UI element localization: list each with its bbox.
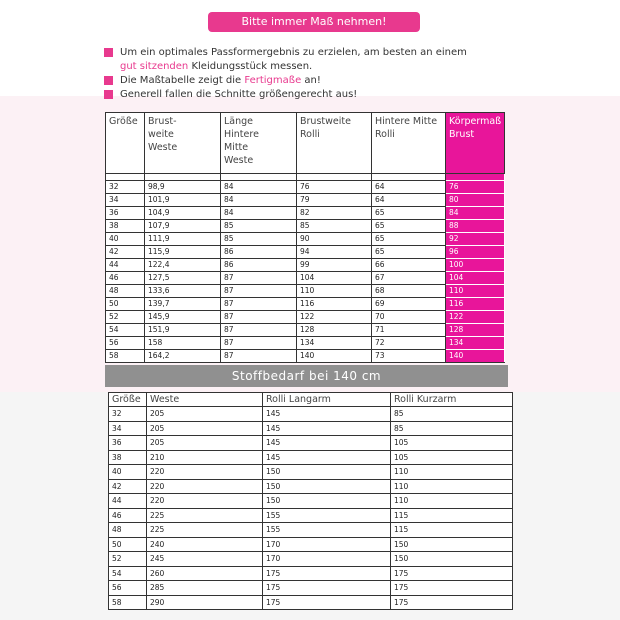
table-cell: 96 [446,246,505,259]
fabric-table-header-cell: Rolli Langarm [263,393,391,407]
table-cell: 70 [372,311,446,324]
table-cell: 44 [106,259,145,272]
table-cell: 86 [221,246,297,259]
table-cell: 76 [446,181,505,194]
size-table-header-cell: Länge Hintere Mitte Weste [221,113,297,174]
fabric-requirement-title: Stoffbedarf bei 140 cm [105,365,508,387]
fabric-table [108,392,513,610]
table-row [106,285,505,298]
table-cell: 128 [297,324,372,337]
table-cell: 145 [263,436,391,451]
table-cell: 85 [391,407,513,422]
table-cell: 175 [391,595,513,610]
table-cell: 170 [263,537,391,552]
table-cell: 155 [263,508,391,523]
table-cell: 48 [109,523,147,538]
table-cell: 225 [147,508,263,523]
table-cell: 38 [106,220,145,233]
table-row [106,194,505,207]
table-cell: 85 [391,421,513,436]
table-cell: 32 [109,407,147,422]
table-cell: 65 [372,220,446,233]
table-cell: 87 [221,350,297,363]
table-row [106,272,505,285]
table-cell: 73 [372,350,446,363]
table-cell: 260 [147,566,263,581]
table-row [109,523,513,538]
table-cell: 50 [106,298,145,311]
table-cell: 110 [391,494,513,509]
fit-note-2-pre: Die Maßtabelle zeigt die [120,75,245,86]
table-row [106,298,505,311]
table-cell: 110 [446,285,505,298]
table-cell: 150 [263,479,391,494]
table-cell: 54 [106,324,145,337]
table-cell: 85 [221,220,297,233]
table-cell: 150 [391,537,513,552]
table-cell: 105 [391,436,513,451]
table-cell: 56 [106,337,145,350]
table-cell: 220 [147,465,263,480]
size-table-header-cell: Brust- weite Weste [145,113,221,174]
fit-notes-list [104,46,524,102]
measure-reminder-banner: Bitte immer Maß nehmen! [208,12,420,32]
table-cell: 87 [221,298,297,311]
table-cell: 87 [221,285,297,298]
bullet-square-icon [104,90,113,99]
table-row [109,407,513,422]
size-table [105,112,505,363]
table-cell: 40 [106,233,145,246]
fit-note-1-line1: Um ein optimales Passformergebnis zu erzielen, am besten an einem [120,47,467,58]
fit-note-1-highlight: gut sitzenden [120,61,189,72]
table-cell: 87 [221,311,297,324]
table-cell: 40 [109,465,147,480]
table-cell: 38 [109,450,147,465]
table-cell: 134 [446,337,505,350]
table-cell: 140 [297,350,372,363]
table-cell: 84 [221,181,297,194]
table-cell: 158 [145,337,221,350]
table-row [109,494,513,509]
table-cell: 127,5 [145,272,221,285]
fit-note-2 [104,74,524,88]
table-cell: 80 [446,194,505,207]
table-row [106,324,505,337]
table-cell: 210 [147,450,263,465]
table-cell: 36 [109,436,147,451]
fit-note-1-rest: Kleidungsstück messen. [188,61,313,72]
table-cell: 205 [147,436,263,451]
table-cell: 122 [297,311,372,324]
table-row [109,508,513,523]
table-row [109,421,513,436]
table-cell: 99 [297,259,372,272]
table-row [106,246,505,259]
table-cell: 52 [106,311,145,324]
table-cell: 145 [263,407,391,422]
table-cell: 65 [372,233,446,246]
bullet-square-icon [104,76,113,85]
table-cell: 245 [147,552,263,567]
table-row [106,220,505,233]
table-cell: 52 [109,552,147,567]
table-row [109,479,513,494]
table-cell: 133,6 [145,285,221,298]
table-cell: 42 [109,479,147,494]
table-cell: 128 [446,324,505,337]
table-row [109,566,513,581]
table-cell: 90 [297,233,372,246]
table-cell: 92 [446,233,505,246]
table-cell: 56 [109,581,147,596]
table-cell: 32 [106,181,145,194]
table-row [106,181,505,194]
table-cell: 66 [372,259,446,272]
size-table-header-row [106,113,505,174]
table-row [109,537,513,552]
table-cell: 65 [372,207,446,220]
table-cell: 46 [109,508,147,523]
size-table-header-cell: Größe [106,113,145,174]
fit-note-3-text: Generell fallen die Schnitte größengerecht aus! [120,89,358,100]
table-cell: 88 [446,220,505,233]
table-cell: 100 [446,259,505,272]
table-cell: 110 [391,465,513,480]
table-row [109,465,513,480]
table-cell: 94 [297,246,372,259]
fabric-table-header-cell: Rolli Kurzarm [391,393,513,407]
table-cell: 87 [221,324,297,337]
table-cell: 101,9 [145,194,221,207]
table-cell: 36 [106,207,145,220]
table-cell: 104 [446,272,505,285]
table-cell: 115,9 [145,246,221,259]
table-cell: 84 [446,207,505,220]
table-row [109,581,513,596]
fabric-table-header-cell: Weste [147,393,263,407]
bullet-square-icon [104,48,113,57]
table-cell: 72 [372,337,446,350]
table-row [109,595,513,610]
table-cell: 107,9 [145,220,221,233]
table-cell: 79 [297,194,372,207]
table-cell: 46 [106,272,145,285]
table-cell: 86 [221,259,297,272]
size-table-header-cell: Körpermaß Brust [446,113,505,174]
table-cell: 76 [297,181,372,194]
table-cell: 82 [297,207,372,220]
table-cell: 71 [372,324,446,337]
table-cell: 285 [147,581,263,596]
table-cell: 140 [446,350,505,363]
table-cell: 175 [263,581,391,596]
table-cell: 145 [263,421,391,436]
table-cell: 58 [106,350,145,363]
size-table-header-cell: Hintere Mitte Rolli [372,113,446,174]
table-cell: 105 [391,450,513,465]
table-cell: 68 [372,285,446,298]
table-cell: 87 [221,337,297,350]
table-cell: 64 [372,194,446,207]
table-cell: 205 [147,421,263,436]
table-cell: 67 [372,272,446,285]
table-cell: 116 [297,298,372,311]
table-cell: 175 [391,566,513,581]
table-cell: 122,4 [145,259,221,272]
table-cell: 110 [391,479,513,494]
table-cell: 104,9 [145,207,221,220]
table-cell: 111,9 [145,233,221,246]
size-table-spacer-row [106,174,505,181]
table-cell: 87 [221,272,297,285]
table-row [106,311,505,324]
table-cell: 50 [109,537,147,552]
table-cell: 220 [147,479,263,494]
table-cell: 122 [446,311,505,324]
table-cell: 134 [297,337,372,350]
table-cell: 205 [147,407,263,422]
table-cell: 84 [221,194,297,207]
table-cell: 151,9 [145,324,221,337]
fit-note-2-post: an! [301,75,321,86]
table-row [109,552,513,567]
table-row [106,207,505,220]
table-cell: 64 [372,181,446,194]
table-cell: 175 [263,595,391,610]
table-cell: 85 [297,220,372,233]
table-row [106,259,505,272]
fit-note-1 [104,46,524,74]
table-row [106,350,505,363]
table-cell: 116 [446,298,505,311]
table-row [106,233,505,246]
table-cell: 164,2 [145,350,221,363]
table-cell: 42 [106,246,145,259]
size-table-header-cell: Brustweite Rolli [297,113,372,174]
table-cell: 44 [109,494,147,509]
table-cell: 150 [391,552,513,567]
table-cell: 290 [147,595,263,610]
table-cell: 98,9 [145,181,221,194]
table-cell: 175 [263,566,391,581]
table-cell: 240 [147,537,263,552]
table-cell: 110 [297,285,372,298]
fabric-table-header-row [109,393,513,407]
table-cell: 34 [109,421,147,436]
table-cell: 115 [391,523,513,538]
table-cell: 225 [147,523,263,538]
table-row [109,450,513,465]
table-cell: 150 [263,494,391,509]
table-cell: 85 [221,233,297,246]
table-row [109,436,513,451]
table-cell: 139,7 [145,298,221,311]
table-cell: 145,9 [145,311,221,324]
fabric-table-header-cell: Größe [109,393,147,407]
table-cell: 104 [297,272,372,285]
table-cell: 58 [109,595,147,610]
table-cell: 115 [391,508,513,523]
table-cell: 54 [109,566,147,581]
table-cell: 220 [147,494,263,509]
table-cell: 34 [106,194,145,207]
table-cell: 150 [263,465,391,480]
table-cell: 48 [106,285,145,298]
table-cell: 69 [372,298,446,311]
table-cell: 170 [263,552,391,567]
fit-note-3 [104,88,524,102]
table-cell: 65 [372,246,446,259]
table-cell: 175 [391,581,513,596]
table-cell: 145 [263,450,391,465]
table-row [106,337,505,350]
table-cell: 84 [221,207,297,220]
fit-note-2-highlight: Fertigmaße [244,75,302,86]
table-cell: 155 [263,523,391,538]
